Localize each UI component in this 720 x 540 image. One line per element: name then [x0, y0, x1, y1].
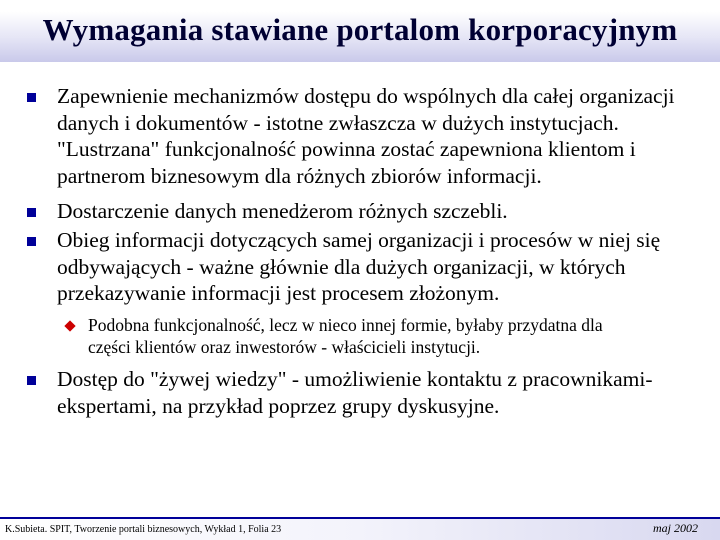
text-line: przekazywanie informacji jest procesem złożonym.: [57, 281, 500, 305]
footer-date: maj 2002: [653, 521, 698, 535]
bullet-2-text: [57, 198, 697, 225]
text-line: Zapewnienie mechanizmów dostępu do wspólnych dla całej organizacji: [57, 84, 675, 108]
bullet-square-icon: [27, 208, 36, 217]
text-line: "Lustrzana" funkcjonalność powinna zostać zapewniona klientom i: [57, 137, 636, 161]
bullet-4-text: [57, 366, 697, 419]
text-line: Podobna funkcjonalność, lecz w nieco innej formie, byłaby przydatna dla: [88, 315, 603, 335]
text-line: Dostarczenie danych menedżerom różnych szczebli.: [57, 199, 508, 223]
bullet-square-icon: [27, 93, 36, 102]
text-line: Obieg informacji dotyczących samej organizacji i procesów w niej się: [57, 228, 661, 252]
bullet-square-icon: [27, 376, 36, 385]
text-line: odbywających - ważne głównie dla dużych organizacji, w których: [57, 254, 626, 279]
sub-bullet-text: [88, 314, 688, 358]
text-line: ekspertami, na przykład poprzez grupy dyskusyjne.: [57, 393, 500, 418]
bullet-square-icon: [27, 237, 36, 246]
slide-title: Wymagania stawiane portalom korporacyjnym: [42, 12, 678, 47]
text-line: części klientów oraz inwestorów - właścicieli instytucji.: [88, 337, 481, 357]
footer-citation: K.Subieta. SPIT, Tworzenie portali biznesowych, Wykład 1, Folia 23: [5, 524, 282, 535]
bullet-3-text: [57, 227, 697, 307]
bullet-1-text: [57, 83, 697, 189]
text-line: Dostęp do "żywej wiedzy" - umożliwienie kontaktu z pracownikami-: [57, 367, 653, 391]
sub-bullet-diamond-icon: [64, 320, 75, 331]
text-line: danych i dokumentów - istotne zwłaszcza w dużych instytucjach.: [57, 110, 619, 135]
text-line: partnerom biznesowym dla różnych zbiorów informacji.: [57, 163, 542, 188]
